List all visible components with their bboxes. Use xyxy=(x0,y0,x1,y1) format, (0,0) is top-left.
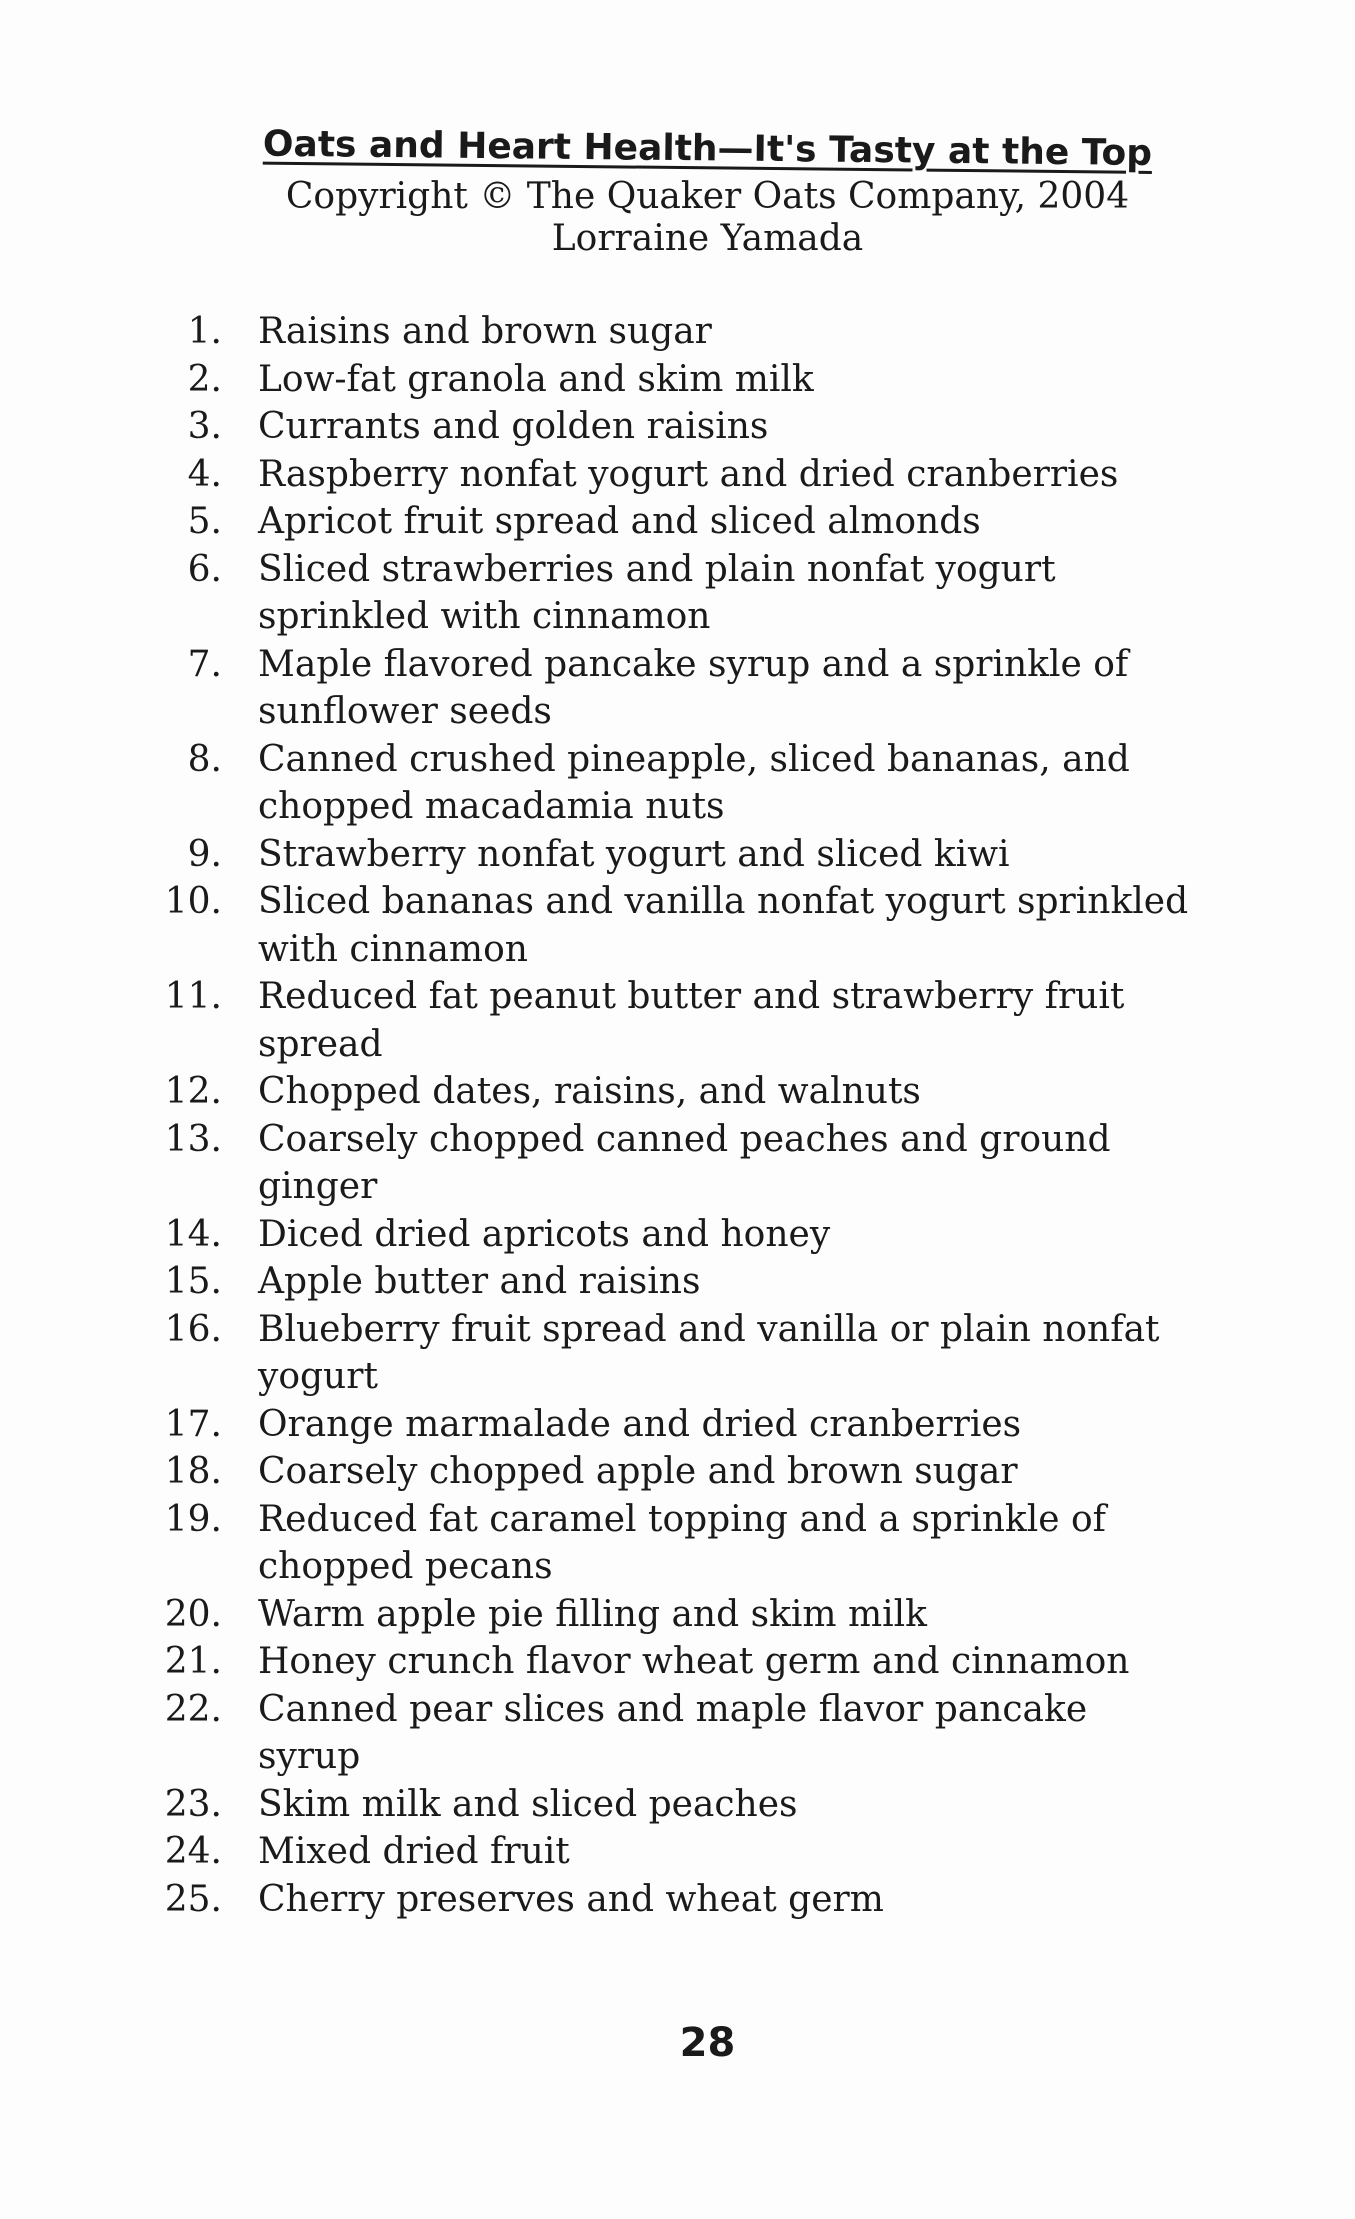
item-number: 19. xyxy=(164,1498,222,1540)
item-number: 1. xyxy=(187,311,222,352)
copyright-line: Copyright © The Quaker Oats Company, 2004 xyxy=(285,176,1130,217)
item-number: 4. xyxy=(187,453,222,495)
item-number: 11. xyxy=(164,976,222,1017)
item-text: Reduced fat caramel topping and a sprinkle of chopped pecans xyxy=(258,1498,1106,1587)
item-text: Diced dried apricots and honey xyxy=(258,1213,831,1255)
item-text: Warm apple pie filling and skim milk xyxy=(258,1593,927,1635)
item-text: Orange marmalade and dried cranberries xyxy=(258,1403,1022,1445)
item-text: Canned pear slices and maple flavor pancake syrup xyxy=(258,1688,1088,1777)
page-number: 28 xyxy=(679,2020,736,2066)
item-number: 25. xyxy=(164,1878,222,1920)
list-item xyxy=(0,1591,1355,1639)
item-text: Mixed dried fruit xyxy=(258,1831,570,1872)
topping-list xyxy=(0,308,1355,1923)
list-item xyxy=(0,1116,1355,1211)
item-text: Raisins and brown sugar xyxy=(258,311,712,352)
item-text: Skim milk and sliced peaches xyxy=(258,1783,798,1825)
item-number: 9. xyxy=(187,833,222,875)
item-number: 5. xyxy=(187,501,222,542)
item-text: Coarsely chopped canned peaches and ground ginger xyxy=(258,1118,1111,1207)
item-number: 3. xyxy=(187,406,222,447)
item-text: Currants and golden raisins xyxy=(258,406,769,447)
list-item xyxy=(0,878,1355,973)
list-item xyxy=(0,356,1355,404)
item-text: Apricot fruit spread and sliced almonds xyxy=(258,501,981,542)
item-number: 2. xyxy=(187,358,222,400)
item-text: Reduced fat peanut butter and strawberry fruit spread xyxy=(258,976,1125,1065)
item-number: 12. xyxy=(164,1071,222,1112)
author-name: Lorraine Yamada xyxy=(551,218,864,259)
item-text: Honey crunch flavor wheat germ and cinnamon xyxy=(258,1641,1130,1682)
list-item xyxy=(0,641,1355,736)
item-number: 17. xyxy=(164,1403,222,1445)
list-item xyxy=(0,498,1355,546)
item-number: 20. xyxy=(164,1593,222,1635)
list-item xyxy=(0,1828,1355,1876)
item-number: 13. xyxy=(164,1118,222,1160)
item-number: 16. xyxy=(164,1308,222,1350)
list-item xyxy=(0,1211,1355,1259)
item-number: 6. xyxy=(187,548,222,590)
page-title: Oats and Heart Health—It's Tasty at the Top xyxy=(262,123,1153,174)
list-item xyxy=(0,1638,1355,1686)
list-item xyxy=(0,1306,1355,1401)
item-number: 7. xyxy=(187,643,222,685)
list-item xyxy=(0,1068,1355,1116)
item-text: Sliced bananas and vanilla nonfat yogurt sprinkled with cinnamon xyxy=(258,881,1189,970)
item-text: Coarsely chopped apple and brown sugar xyxy=(258,1451,1018,1492)
item-text: Chopped dates, raisins, and walnuts xyxy=(258,1071,921,1112)
list-item xyxy=(0,831,1355,879)
item-text: Blueberry fruit spread and vanilla or plain nonfat yogurt xyxy=(258,1308,1160,1397)
item-number: 8. xyxy=(187,738,222,780)
list-item xyxy=(0,451,1355,499)
item-text: Sliced strawberries and plain nonfat yogurt sprinkled with cinnamon xyxy=(258,548,1056,637)
item-text: Low-fat granola and skim milk xyxy=(258,358,814,400)
item-text: Canned crushed pineapple, sliced bananas, and chopped macadamia nuts xyxy=(258,738,1130,827)
item-text: Cherry preserves and wheat germ xyxy=(258,1878,884,1920)
list-item xyxy=(0,1258,1355,1306)
item-number: 10. xyxy=(164,881,222,922)
item-text: Strawberry nonfat yogurt and sliced kiwi xyxy=(258,833,1010,875)
list-item xyxy=(0,736,1355,831)
item-number: 18. xyxy=(164,1451,222,1492)
item-number: 23. xyxy=(164,1783,222,1825)
item-number: 15. xyxy=(164,1261,222,1302)
list-item xyxy=(0,973,1355,1068)
item-number: 22. xyxy=(164,1688,222,1730)
list-item xyxy=(0,1496,1355,1591)
list-item xyxy=(0,1448,1355,1496)
item-text: Maple flavored pancake syrup and a sprinkle of sunflower seeds xyxy=(258,643,1129,732)
item-text: Apple butter and raisins xyxy=(258,1261,701,1302)
list-item xyxy=(0,1876,1355,1924)
list-item xyxy=(0,1686,1355,1781)
item-number: 21. xyxy=(164,1641,222,1682)
list-item xyxy=(0,308,1355,356)
list-item xyxy=(0,403,1355,451)
list-item xyxy=(0,546,1355,641)
list-item xyxy=(0,1781,1355,1829)
item-number: 24. xyxy=(164,1831,222,1872)
item-text: Raspberry nonfat yogurt and dried cranberries xyxy=(258,453,1119,495)
list-item xyxy=(0,1401,1355,1449)
item-number: 14. xyxy=(164,1213,222,1255)
